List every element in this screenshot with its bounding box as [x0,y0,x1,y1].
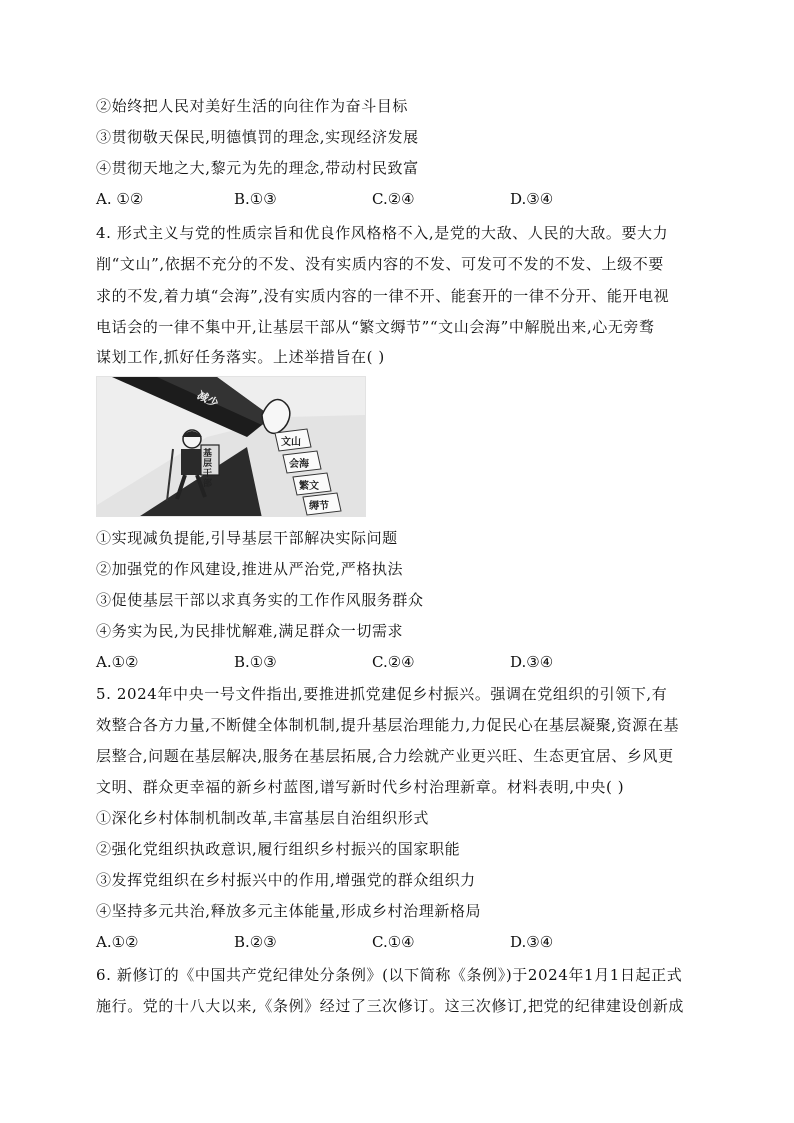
q5-option-3: ③发挥党组织在乡村振兴中的作用,增强党的群众组织力 [96,871,476,889]
q4-option-3: ③促使基层干部以求真务实的工作作风服务群众 [96,591,424,609]
q5-answer-b[interactable]: B.②③ [234,933,277,951]
q4-answer-a[interactable]: A.①② [96,653,139,671]
q5-stem-line-3: 层整合,问题在基层解决,服务在基层拓展,合力绘就产业更兴旺、生态更宜居、乡风更 [96,747,674,765]
q4-stem-line-4: 电话会的一律不集中开,让基层干部从“繁文缛节”“文山会海”中解脱出来,心无旁骛 [96,318,655,336]
q4-cartoon-image [96,376,366,517]
q5-answer-a[interactable]: A.①② [96,933,139,951]
q3-answer-a[interactable]: A. ①② [96,190,144,208]
q5-answer-d[interactable]: D.③④ [510,933,554,951]
q5-stem-line-1: 5. 2024年中央一号文件指出,要推进抓党建促乡村振兴。强调在党组织的引领下,有 [96,685,668,703]
q3-option-3: ③贯彻敬天保民,明德慎罚的理念,实现经济发展 [96,128,419,146]
q5-stem-line-4: 文明、群众更幸福的新乡村蓝图,谱写新时代乡村治理新章。材料表明,中央( ) [96,778,625,796]
q4-answer-c[interactable]: C.②④ [372,653,415,671]
q4-answer-d[interactable]: D.③④ [510,653,554,671]
q4-option-1: ①实现减负提能,引导基层干部解决实际问题 [96,529,398,547]
q4-stem-line-2: 削“文山”,依据不充分的不发、没有实质内容的不发、可发可不发的不发、上级不要 [96,255,664,273]
sleeve-label: 减少 [195,388,221,411]
q4-option-4: ④务实为民,为民排忧解难,满足群众一切需求 [96,622,404,640]
q5-option-4: ④坚持多元共治,释放多元主体能量,形成乡村治理新格局 [96,902,482,920]
q4-stem-line-5: 谋划工作,抓好任务落实。上述举措旨在( ) [96,348,385,366]
q4-stem-line-3: 求的不发,着力填“会海”,没有实质内容的一律不开、能套开的一律不分开、能开电视 [96,287,670,305]
q4-answer-b[interactable]: B.①③ [234,653,277,671]
q3-answer-c[interactable]: C.②④ [372,190,415,208]
backpack-label: 基层干部 [203,449,213,489]
paper-label-1: 文山 [281,437,301,448]
q6-stem-line-1: 6. 新修订的《中国共产党纪律处分条例》(以下简称《条例》)于2024年1月1日起正式 [96,966,683,984]
q4-stem-line-1: 4. 形式主义与党的性质宗旨和优良作风格格不入,是党的大敌、人民的大敌。要大力 [96,224,669,242]
q5-answer-c[interactable]: C.①④ [372,933,415,951]
paper-label-3: 繁文 [299,481,319,492]
paper-label-2: 会海 [289,459,309,470]
q3-option-2: ②始终把人民对美好生活的向往作为奋斗目标 [96,97,409,115]
paper-label-4: 缛节 [309,501,329,512]
cartoon-illustration [97,377,366,517]
q4-option-2: ②加强党的作风建设,推进从严治党,严格执法 [96,560,404,578]
q5-option-2: ②强化党组织执政意识,履行组织乡村振兴的国家职能 [96,840,461,858]
q3-answer-d[interactable]: D.③④ [510,190,554,208]
q3-answer-b[interactable]: B.①③ [234,190,277,208]
q3-option-4: ④贯彻天地之大,黎元为先的理念,带动村民致富 [96,159,419,177]
q6-stem-line-2: 施行。党的十八大以来,《条例》经过了三次修订。这三次修订,把党的纪律建设创新成 [96,997,684,1015]
q5-option-1: ①深化乡村体制机制改革,丰富基层自治组织形式 [96,809,429,827]
q5-stem-line-2: 效整合各方力量,不断健全体制机制,提升基层治理能力,力促民心在基层凝聚,资源在基 [96,716,680,734]
